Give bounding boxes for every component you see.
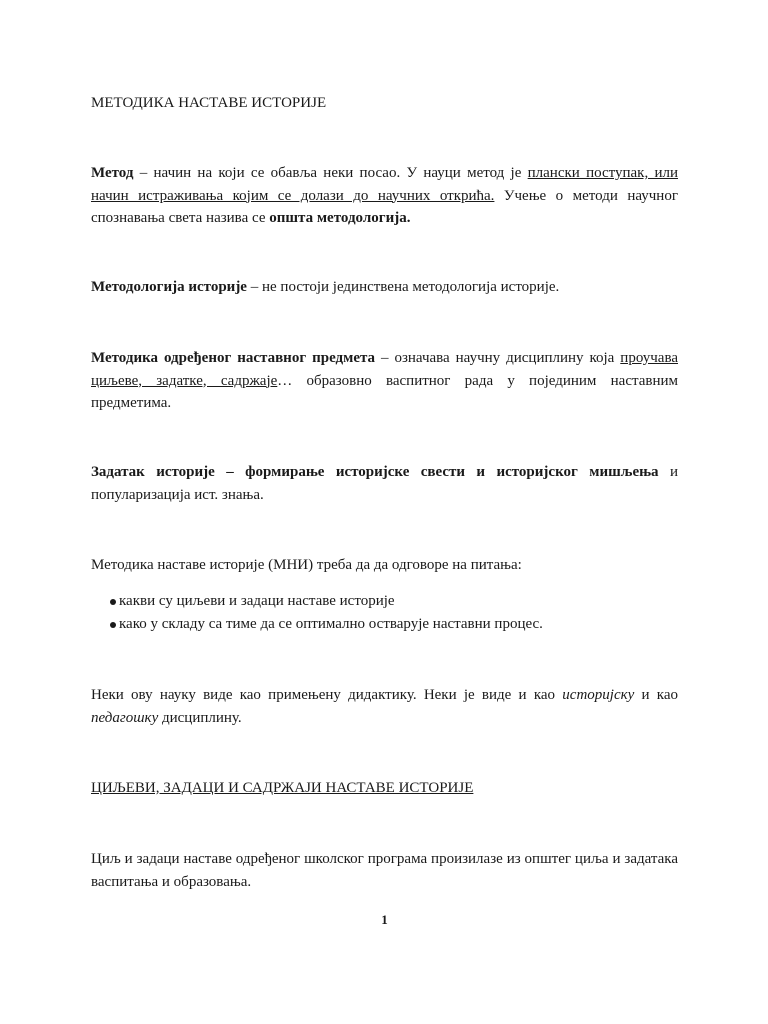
metod-underlined: плански поступак, или начин истраживања којим се долази до научних открића. <box>91 165 679 204</box>
paragraph-metodologija <box>91 276 678 299</box>
dash: – <box>246 279 262 295</box>
document-page <box>91 0 678 1024</box>
paragraph-cilj <box>91 848 678 893</box>
section-heading-text: ЦИЉЕВИ, ЗАДАЦИ И САДРЖАЈИ НАСТАВЕ ИСТОРИЈЕ <box>91 780 474 796</box>
neki-italic-2: педагошку <box>91 709 159 726</box>
neki-text-1: Неки ову науку виде као примењену дидактику. Неки је виде и као <box>91 687 563 703</box>
metodika-underlined: проучава циљеве, задатке, садржаје <box>91 350 678 389</box>
metodika-text-1: означава научну дисциплину која <box>394 350 621 366</box>
list-item <box>91 590 678 613</box>
section-heading <box>91 777 678 800</box>
paragraph-metodika <box>91 347 678 415</box>
neki-text-2: и као <box>634 687 678 703</box>
bullet-list <box>91 590 678 636</box>
metod-bold-end: општа методологија. <box>269 210 411 226</box>
document-title <box>91 92 678 115</box>
dash: – <box>375 350 395 366</box>
metod-text-1: начин на који се обавља неки посао. У науци метод је <box>153 165 528 181</box>
neki-italic-1: историјску <box>562 687 635 703</box>
zadatak-text: и популаризација ист. знања. <box>91 464 678 503</box>
list-item-text: какви су циљеви и задаци наставе историје <box>119 593 395 609</box>
zadatak-bold: Задатак историје – формирање историјске свести и историјског мишљења <box>91 464 659 480</box>
term-metodika: Методика одређеног наставног предмета <box>91 350 376 366</box>
list-item-text: како у складу са тиме да се оптимално остварује наставни процес. <box>119 616 543 632</box>
bullet-icon <box>110 599 116 605</box>
document-title-text: МЕТОДИКА НАСТАВЕ ИСТОРИЈЕ <box>91 95 327 111</box>
cilj-text: Циљ и задаци наставе одређеног школског програма произилазе из општег циља и задатака васпитања и образовања. <box>91 851 678 890</box>
metod-text-2: Учење о методи научног спознавања света назива се <box>91 187 678 226</box>
mni-text: Методика наставе историје (МНИ) треба да да одговоре на питања: <box>91 557 522 573</box>
list-item <box>91 613 678 636</box>
page-number: 1 <box>381 912 388 927</box>
term-metodologija: Методологија историје <box>91 279 247 295</box>
paragraph-neki <box>91 684 678 729</box>
paragraph-metod <box>91 162 678 230</box>
metodika-text-2: … образовно васпитног рада у појединим наставним предметима. <box>91 372 679 411</box>
neki-text-3: дисциплину. <box>158 709 242 726</box>
bullet-icon <box>110 622 116 628</box>
metodologija-text: не постоји јединствена методологија историје. <box>261 279 560 295</box>
paragraph-mni <box>91 554 678 577</box>
paragraph-zadatak <box>91 461 678 506</box>
term-metod: Метод <box>91 165 134 181</box>
dash: – <box>133 165 154 181</box>
